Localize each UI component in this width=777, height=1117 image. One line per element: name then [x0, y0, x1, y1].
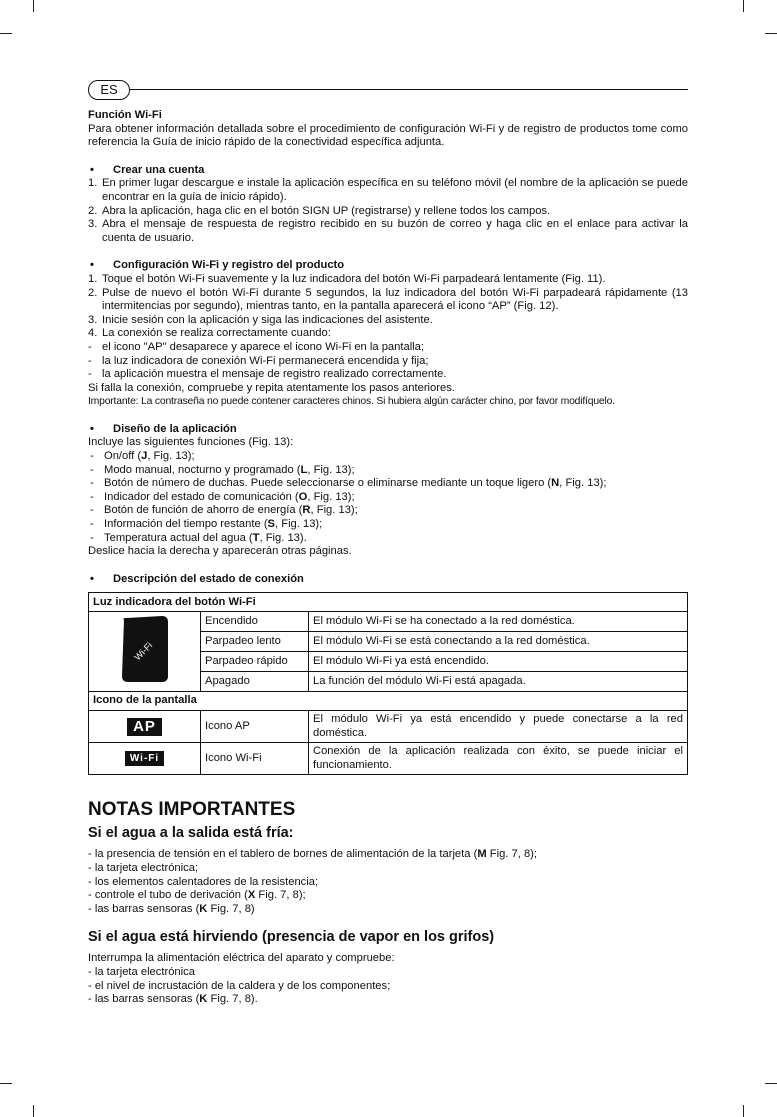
state-label: Encendido	[201, 612, 309, 632]
state-desc: El módulo Wi-Fi se está conectando a la red doméstica.	[309, 632, 688, 652]
note-line: - la tarjeta electrónica;	[88, 861, 199, 874]
list-item: 2. Abra la aplicación, haga clic en el botón SIGN UP (registrarse) y rellene todos los campos.	[88, 204, 551, 217]
list-item: - Botón de función de ahorro de energía (R, Fig. 13);	[90, 504, 358, 517]
list-item: 2. Pulse de nuevo el botón Wi-Fi durante 5 segundos, la luz indicadora del botón Wi-Fi parpadeará rápidamente (13 intermitencias por segundo), mientras tanto, en la pantalla aparecerá el icono “AP” (Fig. 12).	[88, 286, 688, 313]
account-heading: • Crear una cuenta	[90, 163, 205, 176]
note-line: - las barras sensoras (K Fig. 7, 8)	[88, 902, 255, 915]
list-item: 1. En primer lugar descargue e instale la aplicación específica en su teléfono móvil (el nombre de la aplicación se puede encontrar en la guía de inicio rápido).	[88, 177, 688, 203]
note-line: - los elementos calentadores de la resistencia;	[88, 875, 319, 888]
design-lead: Incluye las siguientes funciones (Fig. 13):	[88, 436, 294, 449]
note-line: Interrumpa la alimentación eléctrica del aparato y compruebe:	[88, 952, 395, 965]
config-important-text: Importante: La contraseña no puede contener caracteres chinos. Si hubiera algún carácter chino, por favor modifíquelo.	[88, 396, 615, 408]
list-item: 3. Inicie sesión con la aplicación y siga las indicaciones del asistente.	[88, 313, 433, 326]
wifi-icon-cell	[89, 743, 201, 775]
header-rule	[129, 89, 688, 90]
language-header	[88, 80, 688, 100]
table-header-screen: Icono de la pantalla	[89, 692, 688, 711]
note-line: - el nivel de incrustación de la caldera y de los componentes;	[88, 979, 391, 992]
notes-title: NOTAS IMPORTANTES	[88, 799, 296, 821]
state-label: Icono AP	[201, 711, 309, 743]
list-item: - Indicador del estado de comunicación (O, Fig. 13);	[90, 490, 355, 503]
notes-hot-list	[88, 952, 688, 1006]
crop-mark	[765, 33, 777, 34]
crop-mark	[33, 1105, 34, 1117]
crop-mark	[0, 33, 12, 34]
list-item: - la aplicación muestra el mensaje de registro realizado correctamente.	[88, 368, 447, 381]
status-heading: • Descripción del estado de conexión	[90, 572, 304, 585]
crop-mark	[33, 0, 34, 12]
note-line: - la tarjeta electrónica	[88, 965, 195, 978]
account-list	[88, 177, 688, 245]
state-desc: El módulo Wi-Fi ya está encendido.	[309, 652, 688, 672]
status-table	[88, 592, 688, 775]
list-item: 3. Abra el mensaje de respuesta de registro recibido en su buzón de correo y haga clic en el enlace para activar la cuenta de usuario.	[88, 218, 688, 244]
crop-mark	[743, 0, 744, 12]
document-body	[88, 109, 688, 1007]
intro-text: Para obtener información detallada sobre el procedimiento de configuración Wi-Fi y de registro de productos tome como referencia la Guía de inicio rápido de la conectividad específica adjunta.	[88, 122, 688, 149]
ap-icon-cell	[89, 711, 201, 743]
crop-mark	[743, 1105, 744, 1117]
config-list	[88, 273, 688, 382]
list-item: 4. La conexión se realiza correctamente cuando:	[88, 327, 331, 340]
wifi-icon: Wi-Fi	[125, 751, 164, 766]
design-tail: Deslice hacia la derecha y aparecerán otras páginas.	[88, 545, 352, 558]
list-item: - On/off (J, Fig. 13);	[90, 450, 195, 463]
state-desc: Conexión de la aplicación realizada con éxito, se puede iniciar el funcionamiento.	[309, 743, 688, 775]
state-label: Parpadeo rápido	[201, 652, 309, 672]
list-item: - Temperatura actual del agua (T, Fig. 13).	[90, 531, 307, 544]
ap-icon: AP	[127, 718, 162, 736]
crop-mark	[765, 1083, 777, 1084]
state-desc: El módulo Wi-Fi se ha conectado a la red doméstica.	[309, 612, 688, 632]
state-desc: El módulo Wi-Fi ya está encendido y puede conectarse a la red doméstica.	[309, 711, 688, 743]
design-list	[88, 450, 688, 545]
list-item: 1. Toque el botón Wi-Fi suavemente y la luz indicadora del botón Wi-Fi parpadeará lentamente (Fig. 11).	[88, 272, 606, 285]
list-item: - la luz indicadora de conexión Wi-Fi permanecerá encendida y fija;	[88, 354, 429, 367]
table-header-button: Luz indicadora del botón Wi-Fi	[89, 593, 688, 612]
state-label: Parpadeo lento	[201, 632, 309, 652]
language-badge: ES	[88, 80, 130, 100]
wifi-button-illustration	[89, 612, 201, 692]
state-desc: La función del módulo Wi-Fi está apagada.	[309, 672, 688, 692]
list-item: - Botón de número de duchas. Puede seleccionarse o eliminarse mediante un toque ligero (N, Fig. 13);	[90, 477, 607, 490]
svg-text:Wi-Fi: Wi-Fi	[131, 640, 154, 663]
note-line: - controle el tubo de derivación (X Fig. 7, 8);	[88, 889, 306, 902]
config-fail-text: Si falla la conexión, compruebe y repita atentamente los pasos anteriores.	[88, 381, 455, 394]
state-label: Icono Wi-Fi	[201, 743, 309, 775]
intro-title: Función Wi-Fi	[88, 109, 162, 121]
notes-cold-title: Si el agua a la salida está fría:	[88, 825, 294, 842]
list-item: - el icono "AP" desaparece y aparece el icono Wi-Fi en la pantalla;	[88, 340, 424, 353]
list-item: - Información del tiempo restante (S, Fig. 13);	[90, 518, 323, 531]
state-label: Apagado	[201, 672, 309, 692]
list-item: - Modo manual, nocturno y programado (L, Fig. 13);	[90, 463, 355, 476]
notes-hot-title: Si el agua está hirviendo (presencia de vapor en los grifos)	[88, 929, 495, 946]
config-heading: • Configuración Wi-Fi y registro del producto	[90, 259, 345, 272]
wifi-button-icon	[116, 614, 174, 684]
note-line: - las barras sensoras (K Fig. 7, 8).	[88, 993, 258, 1006]
notes-cold-list	[88, 848, 688, 916]
crop-mark	[0, 1083, 12, 1084]
note-line: - la presencia de tensión en el tablero de bornes de alimentación de la tarjeta (M Fig. 7, 8);	[88, 848, 538, 861]
design-heading: • Diseño de la aplicación	[90, 422, 237, 435]
